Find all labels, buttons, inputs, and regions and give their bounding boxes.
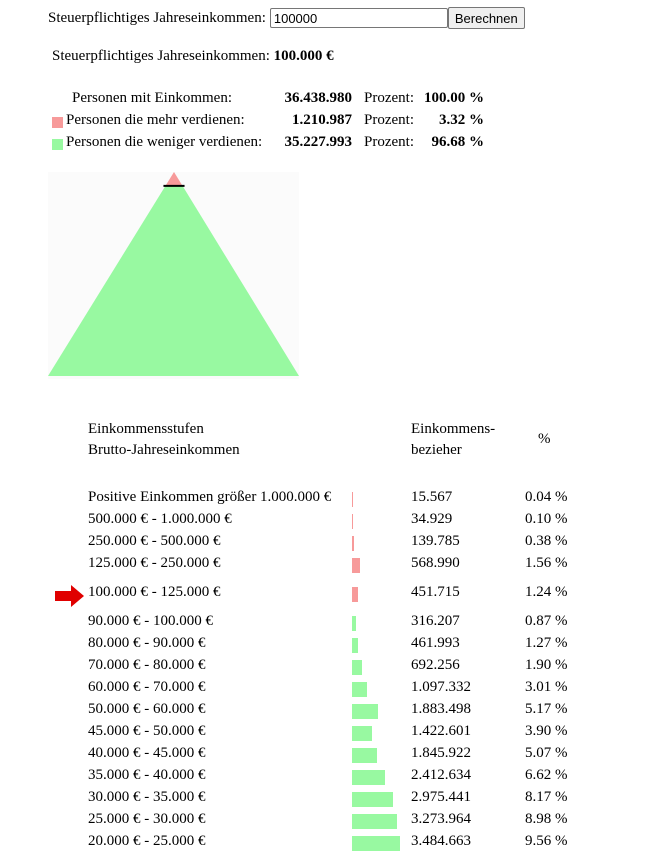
share-percent: 5.07 % (525, 745, 568, 761)
legend-more-swatch (52, 117, 63, 128)
share-percent: 6.62 % (525, 767, 568, 783)
table-row (0, 679, 664, 701)
share-percent: 8.98 % (525, 811, 568, 827)
header-income-line1: Einkommensstufen (88, 421, 204, 437)
share-percent: 3.01 % (525, 679, 568, 695)
table-row (0, 789, 664, 811)
table-row (0, 745, 664, 767)
table-row (0, 657, 664, 679)
earner-count: 15.567 (411, 489, 453, 505)
earner-count: 461.993 (411, 635, 460, 651)
income-range-label: 40.000 € - 45.000 € (88, 745, 206, 761)
share-bar (352, 514, 353, 529)
calculate-button[interactable]: Berechnen (448, 7, 525, 29)
table-header-income (88, 419, 240, 461)
table-row (0, 723, 664, 745)
income-input[interactable] (270, 8, 448, 28)
stats-label: Personen die mehr verdienen: (66, 112, 245, 128)
share-percent: 0.04 % (525, 489, 568, 505)
earner-count: 139.785 (411, 533, 460, 549)
income-range-label: 80.000 € - 90.000 € (88, 635, 206, 651)
share-bar (352, 616, 356, 631)
share-bar (352, 587, 358, 602)
earner-count: 3.273.964 (411, 811, 471, 827)
header-count-line2: bezieher (411, 442, 462, 458)
stats-percent-label: Prozent: (364, 112, 414, 128)
table-row (0, 767, 664, 789)
table-row (0, 555, 664, 577)
share-bar (352, 748, 377, 763)
summary-line (52, 48, 334, 65)
income-input-label: Steuerpflichtiges Jahreseinkommen: (48, 9, 266, 26)
share-percent: 8.17 % (525, 789, 568, 805)
share-percent: 1.27 % (525, 635, 568, 651)
income-range-label: 70.000 € - 80.000 € (88, 657, 206, 673)
share-bar (352, 492, 353, 507)
header-count-line1: Einkommens- (411, 421, 496, 437)
earner-count: 1.422.601 (411, 723, 471, 739)
share-bar (352, 704, 378, 719)
table-row (0, 533, 664, 555)
income-range-label: 100.000 € - 125.000 € (88, 584, 221, 600)
share-bar (352, 558, 360, 573)
stats-percent: 3.32 % (439, 112, 484, 128)
legend-less-swatch (52, 139, 63, 150)
red-arrow-icon (55, 585, 85, 607)
stats-row-less (0, 134, 500, 156)
income-range-label: Positive Einkommen größer 1.000.000 € (88, 489, 332, 505)
income-range-label: 250.000 € - 500.000 € (88, 533, 221, 549)
earner-count: 1.845.922 (411, 745, 471, 761)
income-range-label: 125.000 € - 250.000 € (88, 555, 221, 571)
earner-count: 34.929 (411, 511, 453, 527)
table-header-count (411, 419, 495, 461)
table-row (0, 511, 664, 533)
income-range-label: 50.000 € - 60.000 € (88, 701, 206, 717)
income-range-label: 45.000 € - 50.000 € (88, 723, 206, 739)
summary-label: Steuerpflichtiges Jahreseinkommen: (52, 48, 270, 64)
stats-row-more (0, 112, 500, 134)
stats-row-total (0, 90, 500, 112)
income-pyramid (48, 172, 299, 379)
stats-value: 36.438.980 (284, 90, 352, 106)
table-row (0, 701, 664, 723)
earner-count: 1.883.498 (411, 701, 471, 717)
income-range-label: 60.000 € - 70.000 € (88, 679, 206, 695)
stats-value: 35.227.993 (284, 134, 352, 150)
table-row (0, 811, 664, 833)
stats-percent: 96.68 % (431, 134, 484, 150)
stats-percent: 100.00 % (424, 90, 484, 106)
share-percent: 1.90 % (525, 657, 568, 673)
share-bar (352, 792, 393, 807)
earner-count: 3.484.663 (411, 833, 471, 849)
share-percent: 5.17 % (525, 701, 568, 717)
share-bar (352, 536, 354, 551)
share-percent: 0.10 % (525, 511, 568, 527)
earner-count: 451.715 (411, 584, 460, 600)
income-range-label: 20.000 € - 25.000 € (88, 833, 206, 849)
table-row (0, 833, 664, 855)
income-range-label: 35.000 € - 40.000 € (88, 767, 206, 783)
share-bar (352, 660, 362, 675)
share-percent: 0.38 % (525, 533, 568, 549)
table-row (0, 635, 664, 657)
table-row (0, 613, 664, 635)
stats-percent-label: Prozent: (364, 134, 414, 150)
income-form (48, 7, 525, 29)
summary-value: 100.000 € (273, 48, 334, 64)
table-row (0, 489, 664, 511)
income-range-label: 30.000 € - 35.000 € (88, 789, 206, 805)
income-range-label: 90.000 € - 100.000 € (88, 613, 213, 629)
stats-label: Personen mit Einkommen: (72, 90, 232, 106)
share-bar (352, 638, 358, 653)
income-range-label: 25.000 € - 30.000 € (88, 811, 206, 827)
earner-count: 316.207 (411, 613, 460, 629)
table-row (0, 584, 664, 606)
earner-count: 692.256 (411, 657, 460, 673)
share-percent: 1.56 % (525, 555, 568, 571)
stats-percent-label: Prozent: (364, 90, 414, 106)
share-bar (352, 836, 400, 851)
share-percent: 1.24 % (525, 584, 568, 600)
share-bar (352, 726, 372, 741)
stats-label: Personen die weniger verdienen: (66, 134, 263, 150)
earner-count: 2.975.441 (411, 789, 471, 805)
stats-value: 1.210.987 (292, 112, 352, 128)
header-income-line2: Brutto-Jahreseinkommen (88, 442, 240, 458)
table-header-pct: % (538, 431, 551, 447)
earner-count: 2.412.634 (411, 767, 471, 783)
share-bar (352, 814, 397, 829)
share-percent: 3.90 % (525, 723, 568, 739)
income-range-label: 500.000 € - 1.000.000 € (88, 511, 232, 527)
share-bar (352, 770, 385, 785)
share-percent: 0.87 % (525, 613, 568, 629)
earner-count: 568.990 (411, 555, 460, 571)
share-percent: 9.56 % (525, 833, 568, 849)
share-bar (352, 682, 367, 697)
earner-count: 1.097.332 (411, 679, 471, 695)
